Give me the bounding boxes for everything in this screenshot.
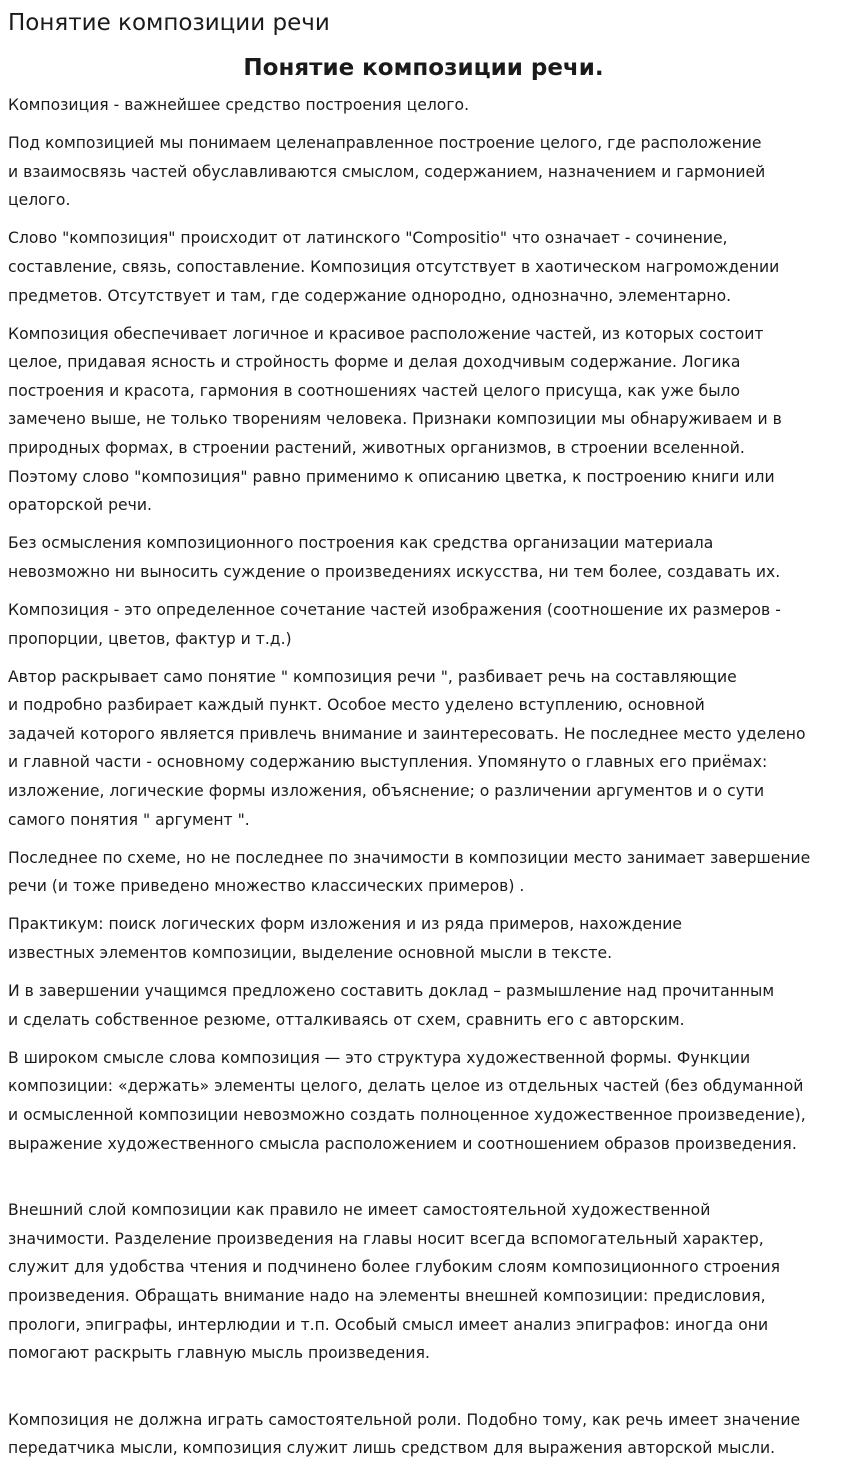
paragraph-8: Последнее по схеме, но не последнее по значимости в композиции место занимает завершение речи (и тоже приведено множество классических примеров) . bbox=[8, 848, 811, 896]
paragraph-9: Практикум: поиск логических форм изложения и из ряда примеров, нахождение известных элементов композиции, выделение основной мысли в тексте. bbox=[8, 915, 682, 963]
paragraph-2: Под композицией мы понимаем целенаправленное построение целого, где расположение и взаимосвязь частей обуславливаются смыслом, содержанием, назначением и гармонией целого. bbox=[8, 134, 766, 210]
paragraph-11: В широком смысле слова композиция — это структура художественной формы. Функции композиции: «держать» элементы целого, делать целое из отдельных частей (без обдуманной и осмысленной композиции невозможно создать полноценное художественное произведение), выражение художественного смысла расположением и соотношением образов произведения. bbox=[8, 1048, 806, 1153]
paragraph-10: И в завершении учащимся предложено составить доклад – размышление над прочитанным и сделать собственное резюме, отталкиваясь от схем, сравнить его с авторским. bbox=[8, 982, 775, 1029]
paragraph-7: Автор раскрывает само понятие " композиция речи ", разбивает речь на составляющие и подробно разбирает каждый пункт. Особое место уделено вступлению, основной задачей которого является привлечь внимание и заинтересовать. Не последнее место уделено и главной части - основному содержанию выступления. Упомянуто о главных его приёмах: изложение, логические формы изложения, объяснение; о различении аргументов и о сути самого понятия " аргумент ". bbox=[8, 667, 806, 829]
paragraph-6: Композиция - это определенное сочетание частей изображения (соотношение их размеров - пропорции, цветов, фактур и т.д.) bbox=[8, 601, 781, 648]
article-heading: Понятие композиции речи. bbox=[243, 55, 604, 81]
paragraph-1: Композиция - важнейшее средство построения целого. bbox=[8, 96, 470, 114]
paragraph-4: Композиция обеспечивает логичное и красивое расположение частей, из которых состоит целое, придавая ясность и стройность форме и делая доходчивым содержание. Логика построения и красота, гармония в соотношениях частей целого присуща, как уже было замечено выше, не только творениям человека. Признаки композиции мы обнаруживаем и в природных формах, в строении растений, животных организмов, в строении вселенной. Поэтому слово "композиция" равно применимо к описанию цветка, к построению книги или ораторской речи. bbox=[8, 324, 782, 515]
paragraph-12: Внешний слой композиции как правило не имеет самостоятельной художественной значимости. Разделение произведения на главы носит всегда вспомогательный характер, служит для удобства чтения и подчинено более глубоким слоям композиционного строения произведения. Обращать внимание надо на элементы внешней композиции: предисловия, прологи, эпиграфы, интерлюдии и т.п. Особый смысл имеет анализ эпиграфов: иногда они помогают раскрыть главную мысль произведения. bbox=[8, 1201, 781, 1363]
paragraph-5: Без осмысления композиционного построения как средства организации материала невозможно ни выносить суждение о произведениях искусства, ни тем более, создавать их. bbox=[8, 534, 781, 581]
paragraph-3: Слово "композиция" происходит от латинского "Compositio" что означает - сочинение, составление, связь, сопоставление. Композиция отсутствует в хаотическом нагромождении предметов. Отсутствует и там, где содержание однородно, однозначно, элементарно. bbox=[8, 229, 780, 305]
page-title: Понятие композиции речи bbox=[8, 10, 330, 36]
paragraph-13: Композиция не должна играть самостоятельной роли. Подобно тому, как речь имеет значение передатчика мысли, композиция служит лишь средством для выражения авторской мысли. bbox=[8, 1410, 801, 1458]
